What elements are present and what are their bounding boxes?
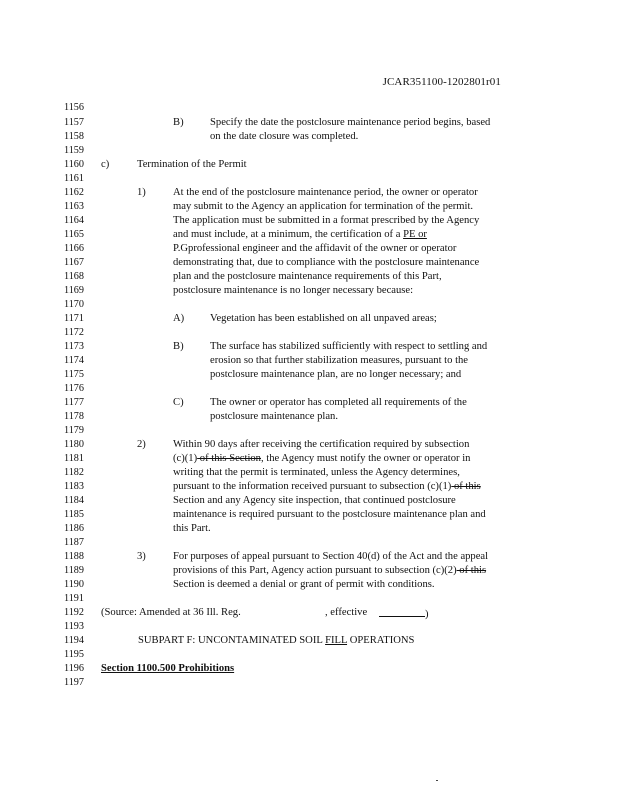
doc-line bbox=[0, 480, 618, 494]
item-text: maintenance is required pursuant to the postclosure maintenance plan and bbox=[173, 509, 486, 520]
line-number: 1157 bbox=[64, 117, 84, 128]
doc-line bbox=[0, 466, 618, 480]
doc-line bbox=[0, 242, 618, 256]
subpart-heading-part: SUBPART F: UNCONTAMINATED SOIL bbox=[138, 635, 326, 646]
line-number: 1176 bbox=[64, 383, 84, 394]
doc-line bbox=[0, 186, 618, 200]
line-number: 1158 bbox=[64, 131, 84, 142]
doc-line bbox=[0, 382, 618, 396]
doc-line bbox=[0, 130, 618, 144]
doc-line bbox=[0, 620, 618, 634]
doc-line bbox=[0, 592, 618, 606]
line-number: 1171 bbox=[64, 313, 84, 324]
item-text: erosion so that further stabilization measures, pursuant to the bbox=[210, 355, 469, 366]
item-text: postclosure maintenance plan. bbox=[210, 411, 338, 422]
line-number: 1167 bbox=[64, 257, 84, 268]
item-text bbox=[173, 564, 486, 578]
line-number: 1160 bbox=[64, 159, 84, 170]
line-number: 1178 bbox=[64, 411, 84, 422]
item-text: The surface has stabilized sufficiently with respect to settling and bbox=[210, 341, 488, 352]
line-number: 1166 bbox=[64, 243, 84, 254]
subsection-marker: c) bbox=[101, 159, 110, 170]
line-number: 1197 bbox=[64, 677, 84, 688]
doc-line bbox=[0, 564, 618, 578]
doc-line bbox=[0, 228, 618, 242]
line-number: 1174 bbox=[64, 355, 84, 366]
doc-line bbox=[0, 424, 618, 438]
item-text-part: and must include, at a minimum, the certification of a bbox=[173, 229, 404, 240]
doc-line bbox=[0, 522, 618, 536]
item-text-part: (c)(1) bbox=[173, 453, 198, 464]
doc-line bbox=[0, 438, 618, 452]
blank-line bbox=[379, 606, 425, 617]
line-number: 1180 bbox=[64, 439, 84, 450]
doc-line bbox=[0, 172, 618, 186]
line-number: 1175 bbox=[64, 369, 84, 380]
item-marker: B) bbox=[173, 341, 184, 352]
line-number: 1190 bbox=[64, 579, 84, 590]
line-number: 1170 bbox=[64, 299, 84, 310]
doc-line bbox=[0, 340, 618, 354]
doc-line bbox=[0, 606, 618, 620]
item-text: on the date closure was completed. bbox=[210, 131, 359, 142]
doc-line bbox=[0, 634, 618, 648]
line-number: 1169 bbox=[64, 285, 84, 296]
deleted-text: of this bbox=[456, 565, 487, 576]
line-number: 1189 bbox=[64, 565, 84, 576]
line-number: 1182 bbox=[64, 467, 84, 478]
line-number: 1177 bbox=[64, 397, 84, 408]
document-id-header: JCAR351100-1202801r01 bbox=[382, 76, 501, 88]
doc-line bbox=[0, 662, 618, 676]
doc-line bbox=[0, 284, 618, 298]
item-text: Specify the date the postclosure maintenance period begins, based bbox=[210, 117, 491, 128]
doc-line bbox=[0, 144, 618, 158]
doc-line bbox=[0, 536, 618, 550]
line-number: 1195 bbox=[64, 649, 84, 660]
line-number: 1187 bbox=[64, 537, 84, 548]
source-note-close: ) bbox=[425, 609, 429, 620]
doc-line bbox=[0, 200, 618, 214]
line-number: 1192 bbox=[64, 607, 84, 618]
item-marker: 3) bbox=[137, 551, 146, 562]
doc-line bbox=[0, 452, 618, 466]
doc-line bbox=[0, 270, 618, 284]
deleted-text: of this Section bbox=[197, 453, 261, 464]
line-number: 1193 bbox=[64, 621, 84, 632]
doc-line bbox=[0, 116, 618, 130]
line-number: 1185 bbox=[64, 509, 84, 520]
item-text: demonstrating that, due to compliance with the postclosure maintenance bbox=[173, 257, 480, 268]
doc-line bbox=[0, 312, 618, 326]
line-number: 1194 bbox=[64, 635, 84, 646]
line-number: 1165 bbox=[64, 229, 84, 240]
line-number: 1173 bbox=[64, 341, 84, 352]
subsection-title: Termination of the Permit bbox=[137, 159, 247, 170]
line-number: 1183 bbox=[64, 481, 84, 492]
line-number: 1186 bbox=[64, 523, 84, 534]
item-text-part: , the Agency must notify the owner or operator in bbox=[260, 453, 471, 464]
doc-line bbox=[0, 410, 618, 424]
doc-line bbox=[0, 676, 618, 690]
item-text: this Part. bbox=[173, 523, 211, 534]
deleted-text: of this bbox=[451, 481, 481, 492]
item-text: writing that the permit is terminated, unless the Agency determines, bbox=[173, 467, 460, 478]
item-marker: B) bbox=[173, 117, 184, 128]
doc-line bbox=[0, 298, 618, 312]
item-text bbox=[173, 228, 427, 242]
doc-line bbox=[0, 354, 618, 368]
line-number: 1163 bbox=[64, 201, 84, 212]
item-marker: C) bbox=[173, 397, 184, 408]
item-text: postclosure maintenance is no longer necessary because: bbox=[173, 285, 414, 296]
item-text: Section is deemed a denial or grant of permit with conditions. bbox=[173, 579, 435, 590]
subpart-heading-part: OPERATIONS bbox=[347, 635, 415, 646]
doc-line bbox=[0, 578, 618, 592]
line-number: 1188 bbox=[64, 551, 84, 562]
doc-line bbox=[0, 101, 618, 115]
line-number: 1179 bbox=[64, 425, 84, 436]
doc-line bbox=[0, 158, 618, 172]
item-text-part: pursuant to the information received pursuant to subsection (c)(1) bbox=[173, 481, 452, 492]
item-marker: 2) bbox=[137, 439, 146, 450]
doc-line bbox=[0, 494, 618, 508]
doc-line bbox=[0, 214, 618, 228]
item-text: The application must be submitted in a format prescribed by the Agency bbox=[173, 215, 480, 226]
line-number: 1168 bbox=[64, 271, 84, 282]
item-marker: A) bbox=[173, 313, 185, 324]
item-text: P.Gprofessional engineer and the affidavit of the owner or operator bbox=[173, 243, 457, 254]
line-number: 1191 bbox=[64, 593, 84, 604]
line-number: 1161 bbox=[64, 173, 84, 184]
line-number: 1164 bbox=[64, 215, 84, 226]
item-marker: 1) bbox=[137, 187, 146, 198]
doc-line bbox=[0, 326, 618, 340]
doc-line bbox=[0, 256, 618, 270]
line-number: 1196 bbox=[64, 663, 84, 674]
item-text: may submit to the Agency an application for termination of the permit. bbox=[173, 201, 474, 212]
item-text: Section and any Agency site inspection, that continued postclosure bbox=[173, 495, 456, 506]
item-text: At the end of the postclosure maintenance period, the owner or operator bbox=[173, 187, 478, 198]
line-number: 1159 bbox=[64, 145, 84, 156]
source-note: (Source: Amended at 36 Ill. Reg. bbox=[101, 607, 241, 618]
doc-line bbox=[0, 368, 618, 382]
doc-line bbox=[0, 550, 618, 564]
item-text: plan and the postclosure maintenance requirements of this Part, bbox=[173, 271, 442, 282]
item-text: Within 90 days after receiving the certification required by subsection bbox=[173, 439, 470, 450]
scan-speck bbox=[436, 780, 438, 781]
item-text: Vegetation has been established on all unpaved areas; bbox=[210, 313, 437, 324]
item-text bbox=[173, 452, 470, 466]
item-text: The owner or operator has completed all requirements of the bbox=[210, 397, 467, 408]
line-number: 1184 bbox=[64, 495, 84, 506]
item-text: postclosure maintenance plan, are no longer necessary; and bbox=[210, 369, 462, 380]
item-text-part: provisions of this Part, Agency action pursuant to subsection (c)(2) bbox=[173, 565, 457, 576]
doc-line bbox=[0, 508, 618, 522]
line-number: 1156 bbox=[64, 102, 84, 113]
item-text bbox=[173, 480, 481, 494]
subpart-heading bbox=[138, 634, 414, 648]
doc-line bbox=[0, 648, 618, 662]
item-text: For purposes of appeal pursuant to Section 40(d) of the Act and the appeal bbox=[173, 551, 489, 562]
line-number: 1172 bbox=[64, 327, 84, 338]
inserted-text: FILL bbox=[325, 635, 348, 646]
line-number: 1162 bbox=[64, 187, 84, 198]
line-number: 1181 bbox=[64, 453, 84, 464]
inserted-text: PE or bbox=[403, 229, 427, 240]
section-heading: Section 1100.500 Prohibitions bbox=[101, 663, 235, 674]
source-note-effective: , effective bbox=[325, 607, 368, 618]
doc-line bbox=[0, 396, 618, 410]
